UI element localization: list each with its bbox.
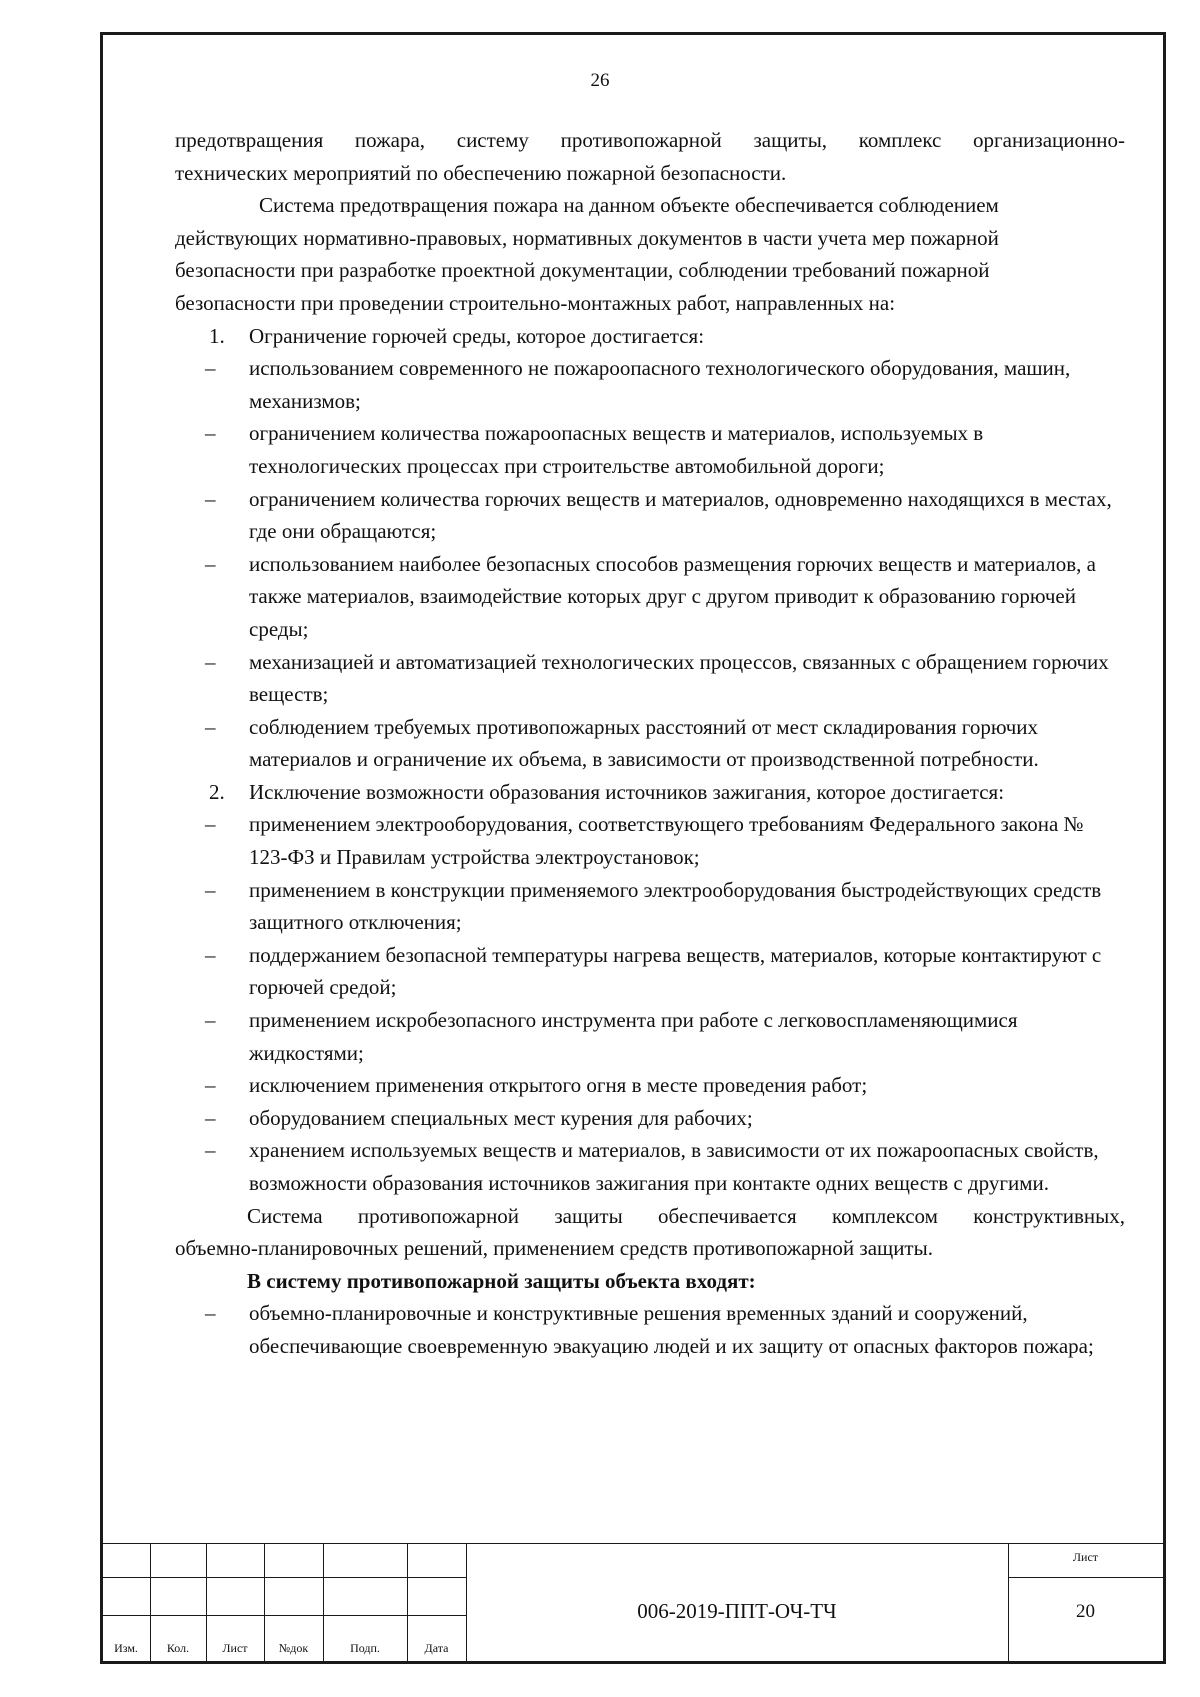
dash-marker: –	[205, 649, 216, 674]
numbered-item	[175, 320, 1125, 353]
dash-marker: –	[205, 356, 216, 381]
list-item	[175, 548, 1125, 646]
list-item-text: объемно-планировочные и конструктивные решения временных зданий и сооружений, обеспечивающие своевременную эвакуацию людей и их защиту от опасных факторов пожара;	[249, 1301, 1094, 1358]
list-item	[175, 1102, 1125, 1135]
stamp-label-signature: Подп.	[350, 1641, 380, 1655]
list-item-text: применением электрооборудования, соответствующего требованиям Федерального закона № 123-ФЗ и Правилам устройства электроустановок;	[249, 812, 1084, 870]
list-item	[175, 352, 1125, 417]
title-block	[102, 1543, 1163, 1662]
stamp-label-docnum: №док	[278, 1641, 309, 1655]
dash-marker: –	[205, 551, 216, 576]
dash-marker: –	[205, 1073, 216, 1098]
list-item	[175, 1069, 1125, 1102]
page-number: 26	[590, 70, 610, 91]
stamp-label-sheet: Лист	[222, 1641, 248, 1655]
paragraph-line: Система противопожарной защиты обеспечивается комплексом конструктивных,	[247, 1203, 1125, 1228]
list-item-text: применением искробезопасного инструмента при работе с легковоспламеняющимися жидкостями;	[249, 1008, 1018, 1065]
list-item-text: исключением применения открытого огня в месте проведения работ;	[249, 1073, 868, 1098]
stamp-label-change: Изм.	[114, 1641, 138, 1655]
bullet-list	[175, 1297, 1125, 1362]
list-item-text: механизацией и автоматизацией технологических процессов, связанных с обращением горючих веществ;	[249, 649, 1109, 707]
paragraph-line: предотвращения пожара, систему противопожарной защиты, комплекс организационно-	[175, 128, 1125, 152]
dash-marker: –	[205, 421, 216, 446]
list-item-text: хранением используемых веществ и материалов, в зависимости от их пожароопасных свойств, возможности образования источников зажигания при контакте одних веществ с другими.	[249, 1138, 1099, 1195]
list-item-text: использованием наиболее безопасных способов размещения горючих веществ и материалов, а также материалов, взаимодействие которых друг с другом приводит к образованию горючей среды;	[249, 551, 1097, 641]
paragraph-line: технических мероприятий по обеспечению пожарной безопасности.	[175, 160, 787, 185]
item-number: 2.	[209, 779, 225, 804]
paragraph-line: объемно-планировочных решений, применением средств противопожарной защиты.	[175, 1236, 933, 1261]
paragraph-line: безопасности при разработке проектной документации, соблюдении требований пожарной	[175, 258, 990, 283]
list-item	[175, 808, 1125, 873]
dash-marker: –	[205, 1105, 216, 1130]
list-item	[175, 1004, 1125, 1069]
list-item-text: ограничением количества пожароопасных веществ и материалов, используемых в технологических процессах при строительстве автомобильной дороги;	[249, 421, 984, 478]
dash-marker: –	[205, 714, 216, 739]
list-item	[175, 939, 1125, 1004]
list-item-text: применением в конструкции применяемого электрооборудования быстродействующих средств защитного отключения;	[249, 877, 1102, 935]
dash-marker: –	[205, 486, 216, 511]
dash-marker: –	[205, 1301, 216, 1326]
sheet-label: Лист	[1072, 1550, 1099, 1564]
sheet-number: 20	[1076, 1601, 1095, 1622]
list-item	[175, 1297, 1125, 1362]
list-item-text: поддержанием безопасной температуры нагрева веществ, материалов, которые контактируют с горючей средой;	[249, 942, 1102, 1000]
bullet-list	[175, 808, 1125, 1199]
dash-marker: –	[205, 1138, 216, 1163]
numbered-item	[175, 776, 1125, 809]
dash-marker: –	[205, 942, 216, 967]
list-item-text: использованием современного не пожароопасного технологического оборудования, машин, механизмов;	[249, 356, 1071, 413]
stamp-label-date: Дата	[424, 1641, 449, 1655]
paragraph-line: безопасности при проведении строительно-монтажных работ, направленных на:	[175, 290, 896, 315]
dash-marker: –	[205, 1008, 216, 1033]
list-item-text: ограничением количества горючих веществ и материалов, одновременно находящихся в местах, где они обращаются;	[249, 486, 1112, 544]
dash-marker: –	[205, 877, 216, 902]
list-item	[175, 711, 1125, 776]
paragraph-line: Система предотвращения пожара на данном объекте обеспечивается соблюдением	[259, 193, 999, 218]
stamp-label-qty: Кол.	[166, 1641, 190, 1655]
item-number: 1.	[209, 323, 225, 348]
list-item	[175, 874, 1125, 939]
document-code: 006-2019-ППТ-ОЧ-ТЧ	[637, 1599, 837, 1623]
list-item	[175, 1134, 1125, 1199]
item-text: Ограничение горючей среды, которое достигается:	[249, 323, 705, 348]
list-item-text: оборудованием специальных мест курения для рабочих;	[249, 1105, 753, 1130]
list-item	[175, 483, 1125, 548]
bullet-list	[175, 352, 1125, 776]
list-item	[175, 417, 1125, 482]
list-item-text: соблюдением требуемых противопожарных расстояний от мест складирования горючих материалов и ограничение их объема, в зависимости от производственной потребности.	[249, 714, 1039, 772]
list-item	[175, 646, 1125, 711]
item-text: Исключение возможности образования источников зажигания, которое достигается:	[249, 779, 1005, 804]
document-body	[175, 124, 1125, 1363]
dash-marker: –	[205, 812, 216, 837]
paragraph-line: действующих нормативно-правовых, нормативных документов в части учета мер пожарной	[175, 225, 999, 250]
section-heading: В систему противопожарной защиты объекта входят:	[247, 1268, 756, 1293]
